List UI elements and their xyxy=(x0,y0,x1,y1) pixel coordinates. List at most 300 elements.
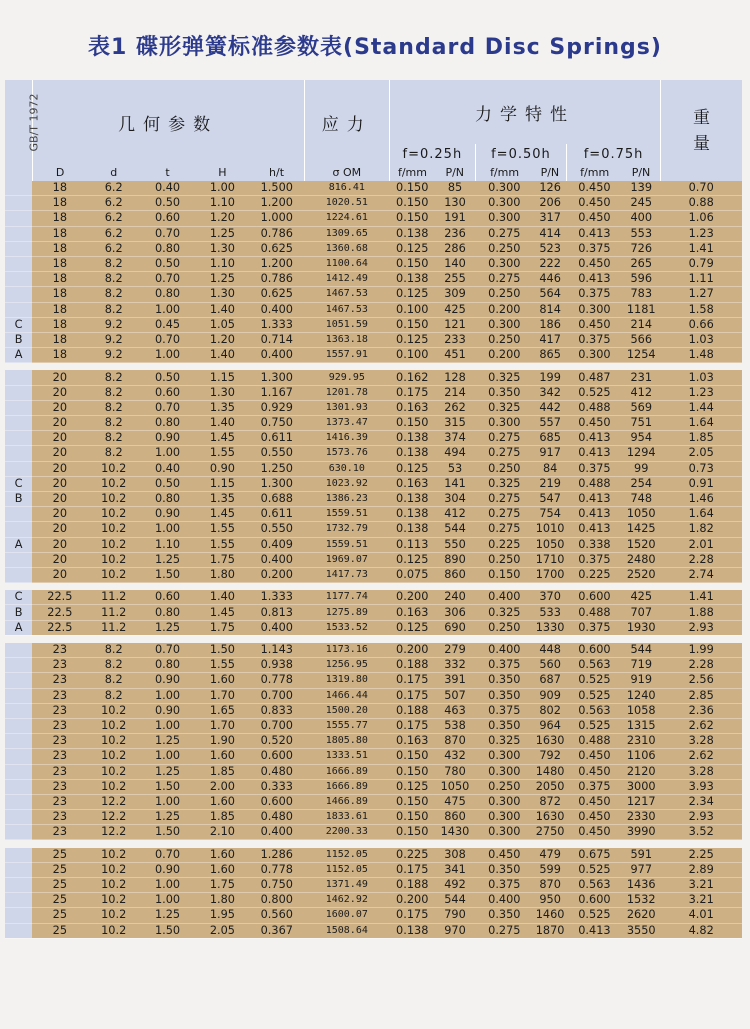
table-cell xyxy=(5,703,32,718)
table-row xyxy=(5,272,742,287)
table-cell xyxy=(5,400,32,415)
table-cell: 553 xyxy=(622,226,660,241)
table-cell: 0.520 xyxy=(250,734,304,749)
table-cell: 1.55 xyxy=(195,537,249,552)
table-cell: 0.50 xyxy=(140,256,195,271)
table-cell: 18 xyxy=(32,196,87,211)
table-cell: 2620 xyxy=(622,908,660,923)
table-cell: 8.2 xyxy=(88,287,140,302)
table-cell: C xyxy=(5,317,32,332)
table-cell: 412 xyxy=(622,385,660,400)
table-cell: 1.35 xyxy=(195,400,249,415)
table-cell: 1.00 xyxy=(140,749,195,764)
table-row xyxy=(5,287,742,302)
table-cell: 0.375 xyxy=(475,658,533,673)
table-cell: 0.70 xyxy=(140,226,195,241)
table-cell: 0.350 xyxy=(475,908,533,923)
table-cell: 254 xyxy=(622,476,660,491)
table-cell: 964 xyxy=(534,718,567,733)
table-cell: 1.80 xyxy=(195,893,249,908)
table-cell: 0.73 xyxy=(660,461,742,476)
table-cell: 872 xyxy=(534,794,567,809)
table-row xyxy=(5,923,742,938)
table-cell xyxy=(5,196,32,211)
table-cell: 0.350 xyxy=(475,718,533,733)
table-cell: 1500.20 xyxy=(304,703,390,718)
table-cell: 0.275 xyxy=(475,923,533,938)
table-cell: 8.2 xyxy=(88,272,140,287)
table-cell: 0.480 xyxy=(250,810,304,825)
table-cell: 11.2 xyxy=(88,590,140,605)
table-cell: 18 xyxy=(32,226,87,241)
table-cell: 0.50 xyxy=(140,196,195,211)
table-cell: 1.00 xyxy=(140,794,195,809)
table-cell: 0.200 xyxy=(250,567,304,582)
table-cell xyxy=(5,272,32,287)
table-cell: 0.90 xyxy=(140,673,195,688)
table-cell: 1.300 xyxy=(250,476,304,491)
table-cell: 1.48 xyxy=(660,348,742,363)
table-cell: A xyxy=(5,537,32,552)
table-cell: 1.80 xyxy=(195,567,249,582)
table-cell: 1559.51 xyxy=(304,537,390,552)
table-cell xyxy=(5,287,32,302)
table-cell: 1050 xyxy=(622,507,660,522)
table-cell: 1.00 xyxy=(140,446,195,461)
table-cell: 10.2 xyxy=(88,491,140,506)
table-cell: 1254 xyxy=(622,348,660,363)
table-cell: 262 xyxy=(435,400,475,415)
table-cell: 279 xyxy=(435,643,475,658)
table-row xyxy=(5,658,742,673)
table-cell: 0.300 xyxy=(475,794,533,809)
table-cell: 130 xyxy=(435,196,475,211)
table-cell: 10.2 xyxy=(88,862,140,877)
table-cell: 3.52 xyxy=(660,825,742,840)
table-cell: 1.75 xyxy=(195,552,249,567)
table-cell xyxy=(5,181,32,196)
table-cell xyxy=(5,302,32,317)
table-cell: 0.563 xyxy=(567,878,622,893)
table-cell: 2480 xyxy=(622,552,660,567)
table-cell: 25 xyxy=(32,893,87,908)
table-cell: 23 xyxy=(32,810,87,825)
table-cell: 1.60 xyxy=(195,794,249,809)
table-cell: 0.350 xyxy=(475,862,533,877)
table-cell: 22.5 xyxy=(32,605,87,620)
table-cell: 1.25 xyxy=(140,620,195,635)
table-cell: 0.600 xyxy=(567,590,622,605)
table-cell: 0.700 xyxy=(250,718,304,733)
table-cell: 977 xyxy=(622,862,660,877)
table-cell: 0.413 xyxy=(567,431,622,446)
table-cell: 0.409 xyxy=(250,537,304,552)
table-cell: 1.03 xyxy=(660,370,742,385)
table-cell: 748 xyxy=(622,491,660,506)
table-cell: 1.45 xyxy=(195,605,249,620)
table-cell xyxy=(5,878,32,893)
table-cell: 0.163 xyxy=(390,605,435,620)
table-cell: 1.00 xyxy=(140,688,195,703)
table-cell: 1.60 xyxy=(195,862,249,877)
table-cell: 0.700 xyxy=(250,688,304,703)
table-cell: 1.00 xyxy=(140,522,195,537)
table-cell: 1467.53 xyxy=(304,302,390,317)
table-cell: 3.93 xyxy=(660,779,742,794)
table-cell: 2.05 xyxy=(660,446,742,461)
table-cell: 0.450 xyxy=(567,794,622,809)
table-cell: 0.367 xyxy=(250,923,304,938)
table-cell: 0.450 xyxy=(475,848,533,863)
table-cell: 1533.52 xyxy=(304,620,390,635)
table-row xyxy=(5,764,742,779)
table-cell: 23 xyxy=(32,718,87,733)
table-cell: B xyxy=(5,332,32,347)
table-cell: 0.275 xyxy=(475,522,533,537)
table-row xyxy=(5,400,742,415)
table-cell: 2.93 xyxy=(660,810,742,825)
table-cell: 1315 xyxy=(622,718,660,733)
table-cell: 0.138 xyxy=(390,446,435,461)
table-cell: 3.28 xyxy=(660,734,742,749)
table-cell: 0.375 xyxy=(567,620,622,635)
table-row xyxy=(5,862,742,877)
table-cell: 790 xyxy=(435,908,475,923)
table-cell: 0.929 xyxy=(250,400,304,415)
table-cell: 10.2 xyxy=(88,764,140,779)
table-cell: C xyxy=(5,476,32,491)
table-cell: 8.2 xyxy=(88,256,140,271)
table-cell: 1.55 xyxy=(195,446,249,461)
table-cell xyxy=(5,416,32,431)
table-cell: 3.21 xyxy=(660,878,742,893)
table-cell: 1.27 xyxy=(660,287,742,302)
table-cell: 0.125 xyxy=(390,779,435,794)
table-cell: 442 xyxy=(534,400,567,415)
col-f1: f/mm xyxy=(390,164,435,181)
table-cell: 2.62 xyxy=(660,718,742,733)
table-cell: 451 xyxy=(435,348,475,363)
table-cell: 309 xyxy=(435,287,475,302)
table-cell: 236 xyxy=(435,226,475,241)
table-cell: 0.300 xyxy=(475,825,533,840)
table-cell: 0.400 xyxy=(250,302,304,317)
table-cell: 1.25 xyxy=(140,810,195,825)
table-cell: 0.075 xyxy=(390,567,435,582)
table-cell: 1.250 xyxy=(250,461,304,476)
table-cell: 557 xyxy=(534,416,567,431)
table-cell: 1.82 xyxy=(660,522,742,537)
table-cell: 1.55 xyxy=(195,658,249,673)
table-cell: 929.95 xyxy=(304,370,390,385)
table-cell: 255 xyxy=(435,272,475,287)
table-cell: 4.82 xyxy=(660,923,742,938)
table-cell: 1.40 xyxy=(195,302,249,317)
table-cell: 1.44 xyxy=(660,400,742,415)
table-cell: 0.488 xyxy=(567,400,622,415)
table-cell: 909 xyxy=(534,688,567,703)
table-cell xyxy=(5,923,32,938)
col-D: D xyxy=(32,164,87,181)
table-cell: 0.625 xyxy=(250,287,304,302)
table-cell: 332 xyxy=(435,658,475,673)
table-cell: 0.163 xyxy=(390,476,435,491)
table-cell: 1.25 xyxy=(140,764,195,779)
group-gap xyxy=(5,635,742,643)
table-cell: 233 xyxy=(435,332,475,347)
table-cell: 20 xyxy=(32,522,87,537)
table-cell: 1416.39 xyxy=(304,431,390,446)
table-cell: 20 xyxy=(32,370,87,385)
table-cell: 707 xyxy=(622,605,660,620)
table-cell: 550 xyxy=(435,537,475,552)
table-cell: 1330 xyxy=(534,620,567,635)
table-cell: 0.60 xyxy=(140,590,195,605)
table-row xyxy=(5,241,742,256)
table-cell: 0.375 xyxy=(475,878,533,893)
table-cell: 18 xyxy=(32,287,87,302)
table-cell: 0.400 xyxy=(475,893,533,908)
group-gap xyxy=(5,583,742,591)
table-cell: 865 xyxy=(534,348,567,363)
table-cell: 0.50 xyxy=(140,370,195,385)
table-cell: 0.188 xyxy=(390,658,435,673)
table-cell: 0.275 xyxy=(475,491,533,506)
table-cell: 6.2 xyxy=(88,226,140,241)
table-row xyxy=(5,537,742,552)
table-cell: 463 xyxy=(435,703,475,718)
table-cell: 919 xyxy=(622,673,660,688)
table-row xyxy=(5,810,742,825)
table-cell: 596 xyxy=(622,272,660,287)
table-cell: 8.2 xyxy=(88,416,140,431)
table-cell: 1557.91 xyxy=(304,348,390,363)
table-cell: 0.525 xyxy=(567,908,622,923)
table-cell: 1.25 xyxy=(140,908,195,923)
table-cell: 99 xyxy=(622,461,660,476)
table-cell: 20 xyxy=(32,476,87,491)
table-cell: 8.2 xyxy=(88,658,140,673)
table-cell: 240 xyxy=(435,590,475,605)
table-cell: 860 xyxy=(435,567,475,582)
table-cell: 0.833 xyxy=(250,703,304,718)
table-cell: 20 xyxy=(32,400,87,415)
table-cell: 1.300 xyxy=(250,370,304,385)
table-cell: 1.06 xyxy=(660,211,742,226)
table-cell: 0.525 xyxy=(567,688,622,703)
table-cell: 1870 xyxy=(534,923,567,938)
table-cell: 1309.65 xyxy=(304,226,390,241)
table-row xyxy=(5,348,742,363)
table-cell: 0.413 xyxy=(567,446,622,461)
table-cell xyxy=(5,908,32,923)
table-cell: 1.333 xyxy=(250,317,304,332)
table-cell: 0.200 xyxy=(390,590,435,605)
table-cell: 1.50 xyxy=(140,923,195,938)
table-cell: 10.2 xyxy=(88,923,140,938)
table-cell: 8.2 xyxy=(88,431,140,446)
table-cell: 0.60 xyxy=(140,385,195,400)
table-cell: 0.750 xyxy=(250,416,304,431)
table-cell: 0.150 xyxy=(390,810,435,825)
table-cell xyxy=(5,734,32,749)
table-cell: 121 xyxy=(435,317,475,332)
table-cell: 0.413 xyxy=(567,491,622,506)
table-cell: 1.64 xyxy=(660,416,742,431)
table-cell: 199 xyxy=(534,370,567,385)
table-cell: 0.375 xyxy=(567,241,622,256)
table-cell xyxy=(5,567,32,582)
table-cell: 0.70 xyxy=(140,272,195,287)
table-cell: 0.400 xyxy=(250,552,304,567)
table-cell: 1805.80 xyxy=(304,734,390,749)
table-cell: 417 xyxy=(534,332,567,347)
table-cell: 544 xyxy=(435,522,475,537)
table-cell: 1.85 xyxy=(195,764,249,779)
table-cell: 342 xyxy=(534,385,567,400)
table-cell: 0.600 xyxy=(250,794,304,809)
geometry-header: 几何参数 xyxy=(32,80,304,164)
table-cell: 6.2 xyxy=(88,196,140,211)
table-cell: 0.600 xyxy=(250,749,304,764)
table-cell xyxy=(5,461,32,476)
table-cell: 23 xyxy=(32,764,87,779)
table-cell: 0.333 xyxy=(250,779,304,794)
table-cell: 412 xyxy=(435,507,475,522)
table-cell: 0.300 xyxy=(475,196,533,211)
table-cell: 186 xyxy=(534,317,567,332)
table-cell xyxy=(5,825,32,840)
table-cell: 1600.07 xyxy=(304,908,390,923)
col-f2: f/mm xyxy=(475,164,533,181)
table-cell xyxy=(5,241,32,256)
table-cell: 0.400 xyxy=(475,643,533,658)
table-cell: 25 xyxy=(32,908,87,923)
col-H: H xyxy=(195,164,249,181)
table-cell: 1.40 xyxy=(195,416,249,431)
table-cell: 1217 xyxy=(622,794,660,809)
table-row xyxy=(5,256,742,271)
table-cell: 687 xyxy=(534,673,567,688)
f075-header: f=0.75h xyxy=(567,144,661,164)
table-cell: 1.75 xyxy=(195,878,249,893)
table-cell: 191 xyxy=(435,211,475,226)
table-cell: 538 xyxy=(435,718,475,733)
table-cell: 0.600 xyxy=(567,643,622,658)
table-cell: 0.90 xyxy=(140,431,195,446)
table-cell: 0.525 xyxy=(567,673,622,688)
f050-header: f=0.50h xyxy=(475,144,567,164)
table-cell: 0.66 xyxy=(660,317,742,332)
table-cell: 2.34 xyxy=(660,794,742,809)
table-cell: 22.5 xyxy=(32,590,87,605)
table-cell: 1023.92 xyxy=(304,476,390,491)
table-cell: 1360.68 xyxy=(304,241,390,256)
table-cell: 20 xyxy=(32,431,87,446)
table-cell: 2.05 xyxy=(195,923,249,938)
table-cell: 1.167 xyxy=(250,385,304,400)
table-cell xyxy=(5,718,32,733)
table-cell: 1.65 xyxy=(195,703,249,718)
table-cell: 2050 xyxy=(534,779,567,794)
table-cell: 0.480 xyxy=(250,764,304,779)
table-cell: 23 xyxy=(32,703,87,718)
table-cell: 1.45 xyxy=(195,507,249,522)
table-row xyxy=(5,332,742,347)
table-cell: 20 xyxy=(32,491,87,506)
table-cell: 1363.18 xyxy=(304,332,390,347)
table-cell: 0.375 xyxy=(567,779,622,794)
table-cell: 783 xyxy=(622,287,660,302)
table-row xyxy=(5,749,742,764)
table-cell: 0.450 xyxy=(567,256,622,271)
table-cell: 0.125 xyxy=(390,461,435,476)
table-cell: 0.786 xyxy=(250,226,304,241)
table-cell: 8.2 xyxy=(88,446,140,461)
table-cell: 0.550 xyxy=(250,446,304,461)
table-cell: 566 xyxy=(622,332,660,347)
col-p2: P/N xyxy=(534,164,567,181)
table-cell: 10.2 xyxy=(88,507,140,522)
table-cell: 0.100 xyxy=(390,348,435,363)
table-row xyxy=(5,226,742,241)
table-cell: 23 xyxy=(32,688,87,703)
table-cell: 0.200 xyxy=(390,893,435,908)
table-cell: 0.563 xyxy=(567,658,622,673)
table-cell: 10.2 xyxy=(88,878,140,893)
table-cell: 1573.76 xyxy=(304,446,390,461)
table-cell: 544 xyxy=(622,643,660,658)
table-cell: 1412.49 xyxy=(304,272,390,287)
table-cell: B xyxy=(5,605,32,620)
table-cell: 0.413 xyxy=(567,522,622,537)
table-cell: 0.525 xyxy=(567,718,622,733)
table-cell: 1.00 xyxy=(140,878,195,893)
table-cell: 1.70 xyxy=(195,688,249,703)
table-cell: 1.50 xyxy=(140,779,195,794)
table-cell: 0.80 xyxy=(140,241,195,256)
table-cell: 0.138 xyxy=(390,491,435,506)
table-cell: 1010 xyxy=(534,522,567,537)
table-row xyxy=(5,718,742,733)
table-cell: 1930 xyxy=(622,620,660,635)
table-cell: 890 xyxy=(435,552,475,567)
table-cell: 2.93 xyxy=(660,620,742,635)
table-cell: 18 xyxy=(32,181,87,196)
table-cell: 0.413 xyxy=(567,507,622,522)
table-cell: 425 xyxy=(622,590,660,605)
table-cell: 0.450 xyxy=(567,749,622,764)
table-cell: 0.150 xyxy=(390,416,435,431)
table-row xyxy=(5,673,742,688)
table-cell: 0.375 xyxy=(567,461,622,476)
table-cell: 0.150 xyxy=(475,567,533,582)
table-cell: 25 xyxy=(32,923,87,938)
table-cell: 2.28 xyxy=(660,552,742,567)
stress-header: 应力 xyxy=(304,80,390,164)
table-cell: 1532 xyxy=(622,893,660,908)
table-cell: 11.2 xyxy=(88,620,140,635)
table-cell: A xyxy=(5,620,32,635)
table-cell: 0.350 xyxy=(475,688,533,703)
table-cell: 1.00 xyxy=(140,718,195,733)
table-cell: 2310 xyxy=(622,734,660,749)
standard-label: GB/T 1972 xyxy=(5,80,32,164)
table-cell: 719 xyxy=(622,658,660,673)
table-cell: 1666.89 xyxy=(304,764,390,779)
table-cell: 0.90 xyxy=(140,507,195,522)
table-cell: 917 xyxy=(534,446,567,461)
